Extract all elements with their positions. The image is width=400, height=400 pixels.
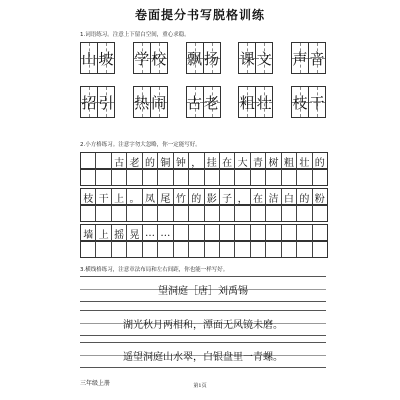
grid-cell — [234, 241, 249, 257]
writing-line — [80, 276, 326, 302]
grid-row — [80, 168, 328, 186]
grid-cell — [157, 205, 172, 221]
writing-line — [80, 310, 326, 336]
tianzige-row-1 — [80, 42, 326, 74]
character: 课 — [239, 49, 255, 68]
grid-cell: 摇 — [111, 225, 126, 241]
grid-cell — [81, 205, 95, 221]
grid-cell: 在 — [219, 153, 234, 169]
grid-cell: 尾 — [157, 189, 172, 205]
grid-cell — [188, 241, 203, 257]
grid-cell — [296, 241, 311, 257]
grid-cell — [234, 205, 249, 221]
character: 招 — [81, 93, 97, 112]
grid-cell: ， — [188, 153, 203, 169]
grid-cell: … — [157, 225, 172, 241]
character: 干 — [309, 93, 325, 112]
grid-cell — [312, 205, 327, 221]
grid-cell: 在 — [250, 189, 265, 205]
grid-cell — [142, 169, 157, 185]
grid-cell: 壮 — [296, 153, 311, 169]
grid-cell — [173, 241, 188, 257]
grid-cell: 的 — [312, 153, 327, 169]
line-text: 望洞庭［唐］刘禹锡 — [158, 285, 248, 297]
grid-cell: 上 — [95, 225, 110, 241]
grid-cell: 干 — [95, 189, 110, 205]
grid-cell — [281, 225, 296, 241]
grid-cell — [250, 225, 265, 241]
grid-row — [80, 240, 328, 258]
grid-cell: 老 — [126, 153, 141, 169]
grade-label: 三年级上册 — [80, 380, 111, 387]
word-box — [186, 42, 221, 74]
character: 壮 — [256, 93, 272, 112]
tianzige-cell — [255, 87, 272, 117]
grid-cell — [81, 241, 95, 257]
grid-cell — [265, 205, 280, 221]
grid-cell — [234, 225, 249, 241]
tianzige-cell — [134, 87, 150, 117]
grid-cell — [173, 169, 188, 185]
grid-cell — [219, 241, 234, 257]
grid-cell — [250, 205, 265, 221]
grid-cell: 的 — [296, 189, 311, 205]
character: 山 — [81, 49, 97, 68]
word-box — [238, 86, 273, 118]
section1-instruction: 1.词语练习。注意上下留白空间，重心求稳。 — [80, 32, 190, 38]
grid-cell — [204, 169, 219, 185]
character: 引 — [98, 93, 114, 112]
character: 飘 — [186, 49, 202, 68]
grid-cell — [234, 169, 249, 185]
grid-cell — [188, 169, 203, 185]
grid-cell: 古 — [111, 153, 126, 169]
tianzige-cell — [187, 43, 203, 73]
grid-cell — [250, 169, 265, 185]
grid-cell: 晃 — [126, 225, 141, 241]
tianzige-cell — [239, 43, 255, 73]
character: 闹 — [151, 93, 167, 112]
grid-cell — [126, 241, 141, 257]
tianzige-cell — [239, 87, 255, 117]
character: 校 — [151, 49, 167, 68]
grid-cell: 墙 — [83, 229, 94, 241]
grid-cell — [173, 205, 188, 221]
grid-cell: 凤 — [142, 189, 157, 205]
grid-cell — [281, 169, 296, 185]
character: 学 — [134, 49, 150, 68]
grid-cell: 挂 — [204, 153, 219, 169]
grid-cell — [95, 241, 110, 257]
grid-cell — [281, 241, 296, 257]
grid-cell — [173, 225, 188, 241]
grid-cell — [95, 153, 110, 169]
tianzige-cell — [81, 43, 97, 73]
grid-cell — [312, 169, 327, 185]
grid-cell: 白 — [281, 189, 296, 205]
grid-cell — [188, 225, 203, 241]
word-box — [80, 42, 115, 74]
grid-cell — [296, 169, 311, 185]
grid-cell — [126, 169, 141, 185]
word-box — [238, 42, 273, 74]
grid-cell — [312, 241, 327, 257]
character: 枝 — [292, 93, 308, 112]
character: 古 — [186, 93, 202, 112]
grid-cell: 上 — [111, 189, 126, 205]
section3-instruction: 3.横线格练习，注意章法布局和左右间距，你也能一样写好。 — [80, 267, 229, 273]
grid-cell: 的 — [142, 153, 157, 169]
tianzige-cell — [203, 43, 220, 73]
tianzige-cell — [292, 87, 308, 117]
grid-cell: 影 — [204, 189, 219, 205]
tianzige-row-2 — [80, 86, 326, 118]
grid-cell: 粗 — [281, 153, 296, 169]
grid-cell — [81, 153, 95, 169]
word-box — [291, 86, 326, 118]
character: 文 — [256, 49, 272, 68]
grid-cell: ， — [234, 189, 249, 205]
grid-cell — [265, 169, 280, 185]
character: 声 — [292, 49, 308, 68]
section2-instruction: 2.小方格练习。注意字勿大忽略，你一定能写好。 — [80, 142, 201, 148]
character: 坡 — [98, 49, 114, 68]
grid-cell — [157, 241, 172, 257]
grid-cell — [204, 225, 219, 241]
tianzige-cell — [308, 43, 325, 73]
word-box — [291, 42, 326, 74]
grid-cell — [265, 225, 280, 241]
tianzige-cell — [150, 43, 167, 73]
tianzige-cell — [187, 87, 203, 117]
grid-cell: 青 — [250, 153, 265, 169]
grid-cell — [204, 241, 219, 257]
grid-cell — [142, 205, 157, 221]
grid-cell — [219, 225, 234, 241]
tianzige-cell — [81, 87, 97, 117]
grid-cell — [219, 169, 234, 185]
page-number: 第1页 — [193, 383, 207, 389]
grid-cell — [312, 225, 327, 241]
character: 热 — [134, 93, 150, 112]
tianzige-cell — [308, 87, 325, 117]
grid-cell — [95, 205, 110, 221]
character: 粗 — [239, 93, 255, 112]
word-box — [133, 42, 168, 74]
grid-cell — [111, 169, 126, 185]
grid-cell: 。 — [126, 189, 141, 205]
grid-cell — [250, 241, 265, 257]
grid-cell: 粉 — [312, 189, 327, 205]
tianzige-cell — [255, 43, 272, 73]
word-box — [80, 86, 115, 118]
character: 老 — [203, 93, 219, 112]
grid-cell: 的 — [188, 189, 203, 205]
line-text: 湖光秋月两相和，潭面无风镜未磨。 — [123, 319, 283, 331]
tianzige-cell — [97, 87, 114, 117]
grid-cell — [296, 205, 311, 221]
grid-cell — [219, 205, 234, 221]
grid-cell — [204, 205, 219, 221]
grid-cell: 树 — [265, 153, 280, 169]
grid-row — [80, 204, 328, 222]
grid-cell — [142, 241, 157, 257]
tianzige-cell — [97, 43, 114, 73]
tianzige-cell — [292, 43, 308, 73]
word-box — [186, 86, 221, 118]
tianzige-cell — [150, 87, 167, 117]
grid-cell: 洁 — [265, 189, 280, 205]
grid-cell: 钟 — [173, 153, 188, 169]
grid-cell: … — [142, 225, 157, 241]
tianzige-cell — [134, 43, 150, 73]
grid-cell — [81, 169, 95, 185]
grid-cell — [126, 205, 141, 221]
grid-cell: 大 — [234, 153, 249, 169]
grid-cell — [111, 205, 126, 221]
writing-line — [80, 342, 326, 368]
grid-cell: 枝 — [83, 193, 94, 205]
character: 音 — [309, 49, 325, 68]
character: 扬 — [203, 49, 219, 68]
grid-cell: 竹 — [173, 189, 188, 205]
grid-cell — [95, 169, 110, 185]
grid-cell — [265, 241, 280, 257]
grid-cell — [188, 205, 203, 221]
grid-cell — [111, 241, 126, 257]
word-box — [133, 86, 168, 118]
grid-cell — [157, 169, 172, 185]
grid-cell: 子 — [219, 189, 234, 205]
grid-cell: 铜 — [157, 153, 172, 169]
grid-cell — [296, 225, 311, 241]
tianzige-cell — [203, 87, 220, 117]
line-text: 遥望洞庭山水翠，白银盘里一青螺。 — [123, 351, 283, 363]
page-title: 卷面提分书写脱格训练 — [134, 8, 265, 22]
grid-cell — [281, 205, 296, 221]
